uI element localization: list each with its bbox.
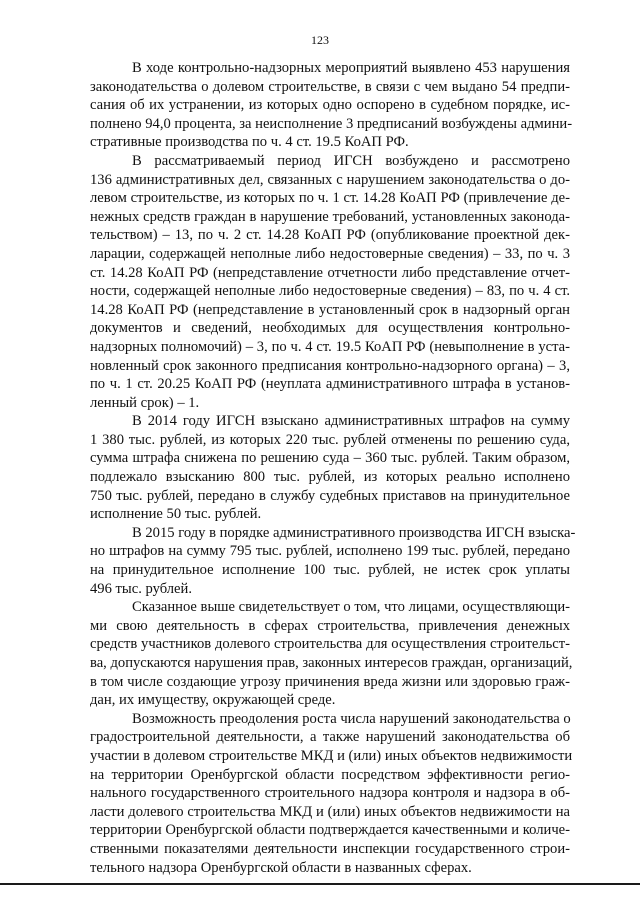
paragraph-fines-2015 — [90, 524, 576, 598]
text-line: левом строительстве, из которых по ч. 1 ст. 14.28 КоАП РФ (привлечение де- — [90, 190, 570, 207]
text-line: в том числе создающие угрозу причинения вреда жизни или здоровью граж- — [90, 673, 570, 690]
text-line: законодательства о долевом строительстве, в связи с чем выдано 54 предпи- — [90, 78, 570, 95]
text-line: тельством) – 13, по ч. 2 ст. 14.28 КоАП РФ (опубликование проектной дек- — [90, 227, 570, 244]
text-line: ми свою деятельность в сферах строительства, привлечения денежных — [90, 617, 570, 634]
text-line: надзорных полномочий) – 3, по ч. 4 ст. 19.5 КоАП РФ (невыполнение в уста- — [90, 338, 570, 355]
text-line: ности, содержащей неполные либо недостоверные сведения) – 83, по ч. 4 ст. — [90, 283, 570, 300]
text-line: стративные производства по ч. 4 ст. 19.5 КоАП РФ. — [90, 134, 409, 151]
text-line: исполнение 50 тыс. рублей. — [90, 506, 262, 523]
text-line: на территории Оренбургской области посредством эффективности регио- — [90, 766, 570, 783]
text-line: новленный срок законного предписания контрольно-надзорного органа) – 3, — [90, 357, 570, 374]
paragraph-fines-2014 — [90, 412, 570, 524]
text-line: Сказанное выше свидетельствует о том, что лицами, осуществляющи- — [132, 599, 570, 616]
text-line: ленный срок) – 1. — [90, 394, 200, 411]
paragraph-violations — [90, 59, 573, 152]
text-line: ласти долевого строительства МКД и (или) иных объектов недвижимости на — [90, 803, 570, 820]
text-line: на принудительное исполнение 100 тыс. рублей, не истек срок уплаты — [90, 562, 570, 579]
text-line: В 2015 году в порядке административного производства ИГСН взыска- — [132, 524, 576, 541]
text-line: В рассматриваемый период ИГСН возбуждено и рассмотрено — [132, 152, 570, 169]
text-line: ларации, содержащей неполные либо недостоверные сведения) – 33, по ч. 3 — [90, 245, 570, 262]
text-line: территории Оренбургской области подтверждается качественными и количе- — [90, 822, 570, 839]
paragraph-administrative-cases — [90, 152, 570, 412]
text-line: 1 380 тыс. рублей, из которых 220 тыс. рублей отменены по решению суда, — [90, 431, 570, 448]
text-line: Возможность преодоления роста числа нарушений законодательства о — [132, 710, 571, 727]
text-line: тельного надзора Оренбургской области в названных сферах. — [90, 859, 472, 876]
text-line: сания об их устранении, из которых одно оспорено в судебном порядке, ис- — [90, 97, 570, 114]
page-number: 123 — [311, 33, 329, 47]
text-line: дан, их имуществу, окружающей среде. — [90, 692, 336, 709]
text-line: полнено 94,0 процента, за неисполнение 3 предписаний возбуждены админи- — [90, 115, 573, 132]
text-line: ва, допускаются нарушения прав, законных интересов граждан, организаций, — [90, 655, 573, 671]
paragraph-conclusion — [90, 598, 573, 710]
text-line: градостроительной деятельности, а также нарушений законодательства об — [90, 729, 570, 746]
text-line: средств участников долевого строительства для осуществления строительст- — [90, 636, 570, 653]
text-line: 750 тыс. рублей, передано в службу судебных приставов на принудительное — [90, 487, 570, 504]
document-body — [90, 59, 576, 877]
text-line: подлежало взысканию 800 тыс. рублей, из которых реально исполнено — [90, 469, 570, 486]
text-line: нежных средств граждан в нарушение требований, установленных законода- — [90, 208, 570, 225]
text-line: сумма штрафа снижена по решению суда – 360 тыс. рублей. Таким образом, — [90, 450, 570, 467]
text-line: 14.28 КоАП РФ (непредставление в установленный срок в надзорный орган — [90, 301, 570, 318]
text-line: документов и сведений, необходимых для осуществления контрольно- — [90, 320, 570, 337]
text-line: ственными показателями деятельности инспекции государственного строи- — [90, 840, 570, 857]
bottom-divider — [0, 883, 640, 885]
paragraph-effectiveness — [90, 710, 573, 877]
text-line: В 2014 году ИГСН взыскано административных штрафов на сумму — [132, 413, 570, 430]
text-line: по ч. 1 ст. 20.25 КоАП РФ (неуплата административного штрафа в установ- — [90, 376, 570, 393]
text-line: 496 тыс. рублей. — [90, 580, 192, 597]
text-line: ст. 14.28 КоАП РФ (непредставление отчетности либо представление отчет- — [90, 264, 570, 281]
text-line: 136 административных дел, связанных с нарушением законодательства о до- — [90, 171, 570, 188]
text-line: участии в долевом строительстве МКД и (или) иных объектов недвижимости — [90, 747, 573, 764]
text-line: В ходе контрольно-надзорных мероприятий выявлено 453 нарушения — [132, 60, 570, 76]
text-line: но штрафов на сумму 795 тыс. рублей, исполнено 199 тыс. рублей, передано — [90, 543, 570, 560]
text-line: нального государственного строительного надзора контроля и надзора в об- — [90, 785, 570, 802]
